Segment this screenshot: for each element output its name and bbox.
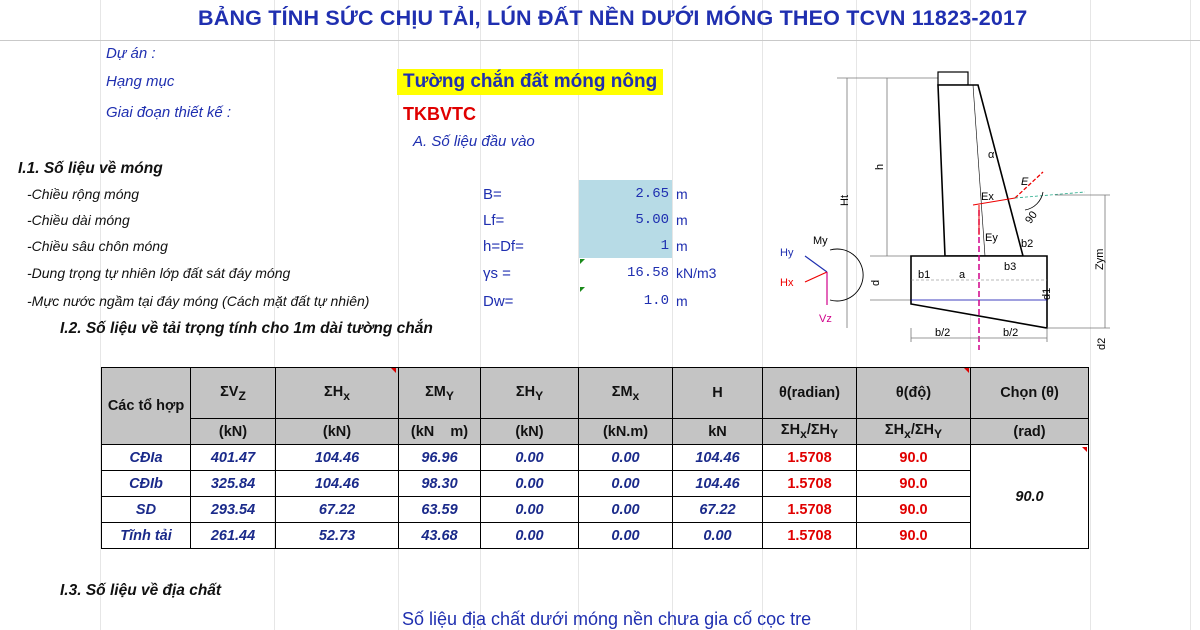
dim-label-b-half-right: b/2: [1003, 327, 1019, 339]
cell-h[interactable]: 0.00: [673, 523, 763, 549]
label-ex: Ex: [981, 191, 994, 203]
cell-theta-deg[interactable]: 90.0: [857, 445, 971, 471]
foundation-heading: I.1. Số liệu về móng: [18, 160, 163, 177]
comment-marker: [580, 259, 585, 264]
dim-label-b2: b2: [1021, 238, 1034, 250]
header-sum-my: $\Sigma M_Y$: [399, 368, 481, 419]
row-label-unit-weight: -Dung trọng tự nhiên lớp đất sát đáy móng: [27, 265, 291, 281]
header-theta-deg: θ(độ): [857, 368, 971, 419]
combo-name: CĐIb: [102, 471, 191, 497]
unit-my: (kN m): [399, 419, 481, 445]
page-title: BẢNG TÍNH SỨC CHỊU TẢI, LÚN ĐẤT NỀN DƯỚI MÓNG THEO TCVN 11823-2017: [198, 6, 1028, 30]
comment-marker: [391, 368, 396, 373]
row-value-length[interactable]: 5.00: [635, 212, 669, 228]
cell-mx[interactable]: 0.00: [579, 471, 673, 497]
cell-theta-deg[interactable]: 90.0: [857, 471, 971, 497]
cell-vz[interactable]: 293.54: [191, 497, 276, 523]
dim-label-a: a: [959, 269, 966, 281]
du-an-label: Dự án :: [106, 45, 156, 62]
header-sum-mx: $\Sigma M_x$: [579, 368, 673, 419]
unit-theta-deg: $\Sigma H_x/\Sigma H_Y$: [857, 419, 971, 445]
dim-label-b-half-left: b/2: [935, 327, 951, 339]
geology-heading: I.3. Số liệu về địa chất: [60, 582, 222, 599]
dim-label-b1: b1: [918, 269, 931, 281]
cell-mx[interactable]: 0.00: [579, 445, 673, 471]
cell-vz[interactable]: 261.44: [191, 523, 276, 549]
row-label-length: -Chiều dài móng: [27, 212, 130, 228]
unit-hx: (kN): [276, 419, 399, 445]
cell-hx[interactable]: 104.46: [276, 471, 399, 497]
row-value-unit-weight[interactable]: 16.58: [626, 265, 669, 281]
cell-hy[interactable]: 0.00: [481, 445, 579, 471]
row-unit-depth: m: [676, 238, 688, 254]
cell-theta-rad[interactable]: 1.5708: [763, 497, 857, 523]
unit-vz: (kN): [191, 419, 276, 445]
row-label-water-level: -Mực nước ngầm tại đáy móng (Cách mặt đất tự nhiên): [27, 293, 370, 309]
cell-vz[interactable]: 401.47: [191, 445, 276, 471]
unit-h: kN: [673, 419, 763, 445]
giai-doan-label: Giai đoạn thiết kế :: [106, 104, 232, 121]
row-label-depth: -Chiều sâu chôn móng: [27, 238, 168, 254]
row-symbol-width: B=: [483, 186, 502, 203]
hang-muc-value[interactable]: Tường chắn đất móng nông: [397, 69, 663, 95]
cell-hy[interactable]: 0.00: [481, 523, 579, 549]
row-symbol-water-level: Dw=: [483, 293, 514, 310]
label-hy: Hy: [780, 247, 794, 259]
cell-hx[interactable]: 67.22: [276, 497, 399, 523]
label-alpha: α: [988, 149, 995, 161]
table-row: [102, 523, 1089, 549]
row-unit-water-level: m: [676, 293, 688, 309]
comment-marker: [580, 287, 585, 292]
cell-my[interactable]: 98.30: [399, 471, 481, 497]
comment-marker: [1082, 447, 1087, 452]
cell-hx[interactable]: 52.73: [276, 523, 399, 549]
cell-theta-deg[interactable]: 90.0: [857, 523, 971, 549]
geology-subtitle: Số liệu địa chất dưới móng nền chưa gia cố cọc tre: [402, 609, 812, 629]
table-row: [102, 497, 1089, 523]
dim-label-zym: Zym: [1094, 248, 1106, 270]
row-unit-unit-weight: kN/m3: [676, 265, 717, 281]
dim-label-d1: d1: [1041, 287, 1053, 300]
label-vz: Vz: [819, 313, 832, 325]
label-e: E: [1021, 176, 1029, 188]
table-row: [102, 471, 1089, 497]
cell-h[interactable]: 104.46: [673, 445, 763, 471]
cell-h[interactable]: 67.22: [673, 497, 763, 523]
unit-mx: (kN.m): [579, 419, 673, 445]
dim-label-d: d: [870, 279, 882, 286]
header-h: H: [673, 368, 763, 419]
table-row: [102, 445, 1089, 471]
row-symbol-unit-weight: γs =: [483, 265, 511, 282]
cell-hx[interactable]: 104.46: [276, 445, 399, 471]
retaining-wall-diagram: [775, 60, 1115, 360]
row-unit-width: m: [676, 186, 688, 202]
header-sum-hy: $\Sigma H_Y$: [481, 368, 579, 419]
header-chon: Chọn (θ): [971, 368, 1089, 419]
row-value-depth[interactable]: 1: [660, 238, 669, 254]
row-label-width: -Chiều rộng móng: [27, 186, 140, 202]
combo-name: Tĩnh tải: [102, 523, 191, 549]
unit-chon: (rad): [971, 419, 1089, 445]
row-symbol-length: Lf=: [483, 212, 505, 229]
unit-theta-rad: $\Sigma H_x/\Sigma H_Y$: [763, 419, 857, 445]
label-90: 90: [1023, 209, 1040, 227]
cell-theta-rad[interactable]: 1.5708: [763, 523, 857, 549]
chosen-theta[interactable]: 90.0: [971, 445, 1089, 549]
header-theta-rad: θ(radian): [763, 368, 857, 419]
cell-my[interactable]: 96.96: [399, 445, 481, 471]
dim-label-d2: d2: [1096, 337, 1108, 350]
cell-mx[interactable]: 0.00: [579, 497, 673, 523]
label-hx: Hx: [780, 277, 794, 289]
label-ey: Ey: [985, 232, 998, 244]
row-symbol-depth: h=Df=: [483, 238, 524, 255]
header-sum-hx: $\Sigma H_x$: [276, 368, 399, 419]
dim-label-h: h: [874, 163, 886, 170]
cell-theta-rad[interactable]: 1.5708: [763, 471, 857, 497]
loads-heading: I.2. Số liệu về tải trọng tính cho 1m dài tường chắn: [60, 320, 433, 337]
cell-theta-deg[interactable]: 90.0: [857, 497, 971, 523]
giai-doan-value[interactable]: TKBVTC: [403, 104, 476, 124]
cell-hy[interactable]: 0.00: [481, 471, 579, 497]
dim-label-ht: Ht: [839, 195, 851, 206]
combo-name: SD: [102, 497, 191, 523]
row-unit-length: m: [676, 212, 688, 228]
row-value-water-level[interactable]: 1.0: [643, 293, 669, 309]
unit-hy: (kN): [481, 419, 579, 445]
header-sum-vz: $\Sigma V_Z$: [191, 368, 276, 419]
combo-name: CĐIa: [102, 445, 191, 471]
header-cac-to-hop: Các tổ hợp: [102, 368, 191, 445]
cell-hy[interactable]: 0.00: [481, 497, 579, 523]
hang-muc-label: Hạng mục: [106, 73, 175, 90]
cell-h[interactable]: 104.46: [673, 471, 763, 497]
row-value-width[interactable]: 2.65: [635, 186, 669, 202]
cell-my[interactable]: 63.59: [399, 497, 481, 523]
section-a-heading: A. Số liệu đầu vào: [413, 133, 535, 150]
cell-theta-rad[interactable]: 1.5708: [763, 445, 857, 471]
dim-label-b3: b3: [1004, 261, 1017, 273]
label-my: My: [813, 235, 828, 247]
cell-my[interactable]: 43.68: [399, 523, 481, 549]
load-table: [101, 367, 1089, 549]
comment-marker: [964, 368, 969, 373]
cell-mx[interactable]: 0.00: [579, 523, 673, 549]
cell-vz[interactable]: 325.84: [191, 471, 276, 497]
